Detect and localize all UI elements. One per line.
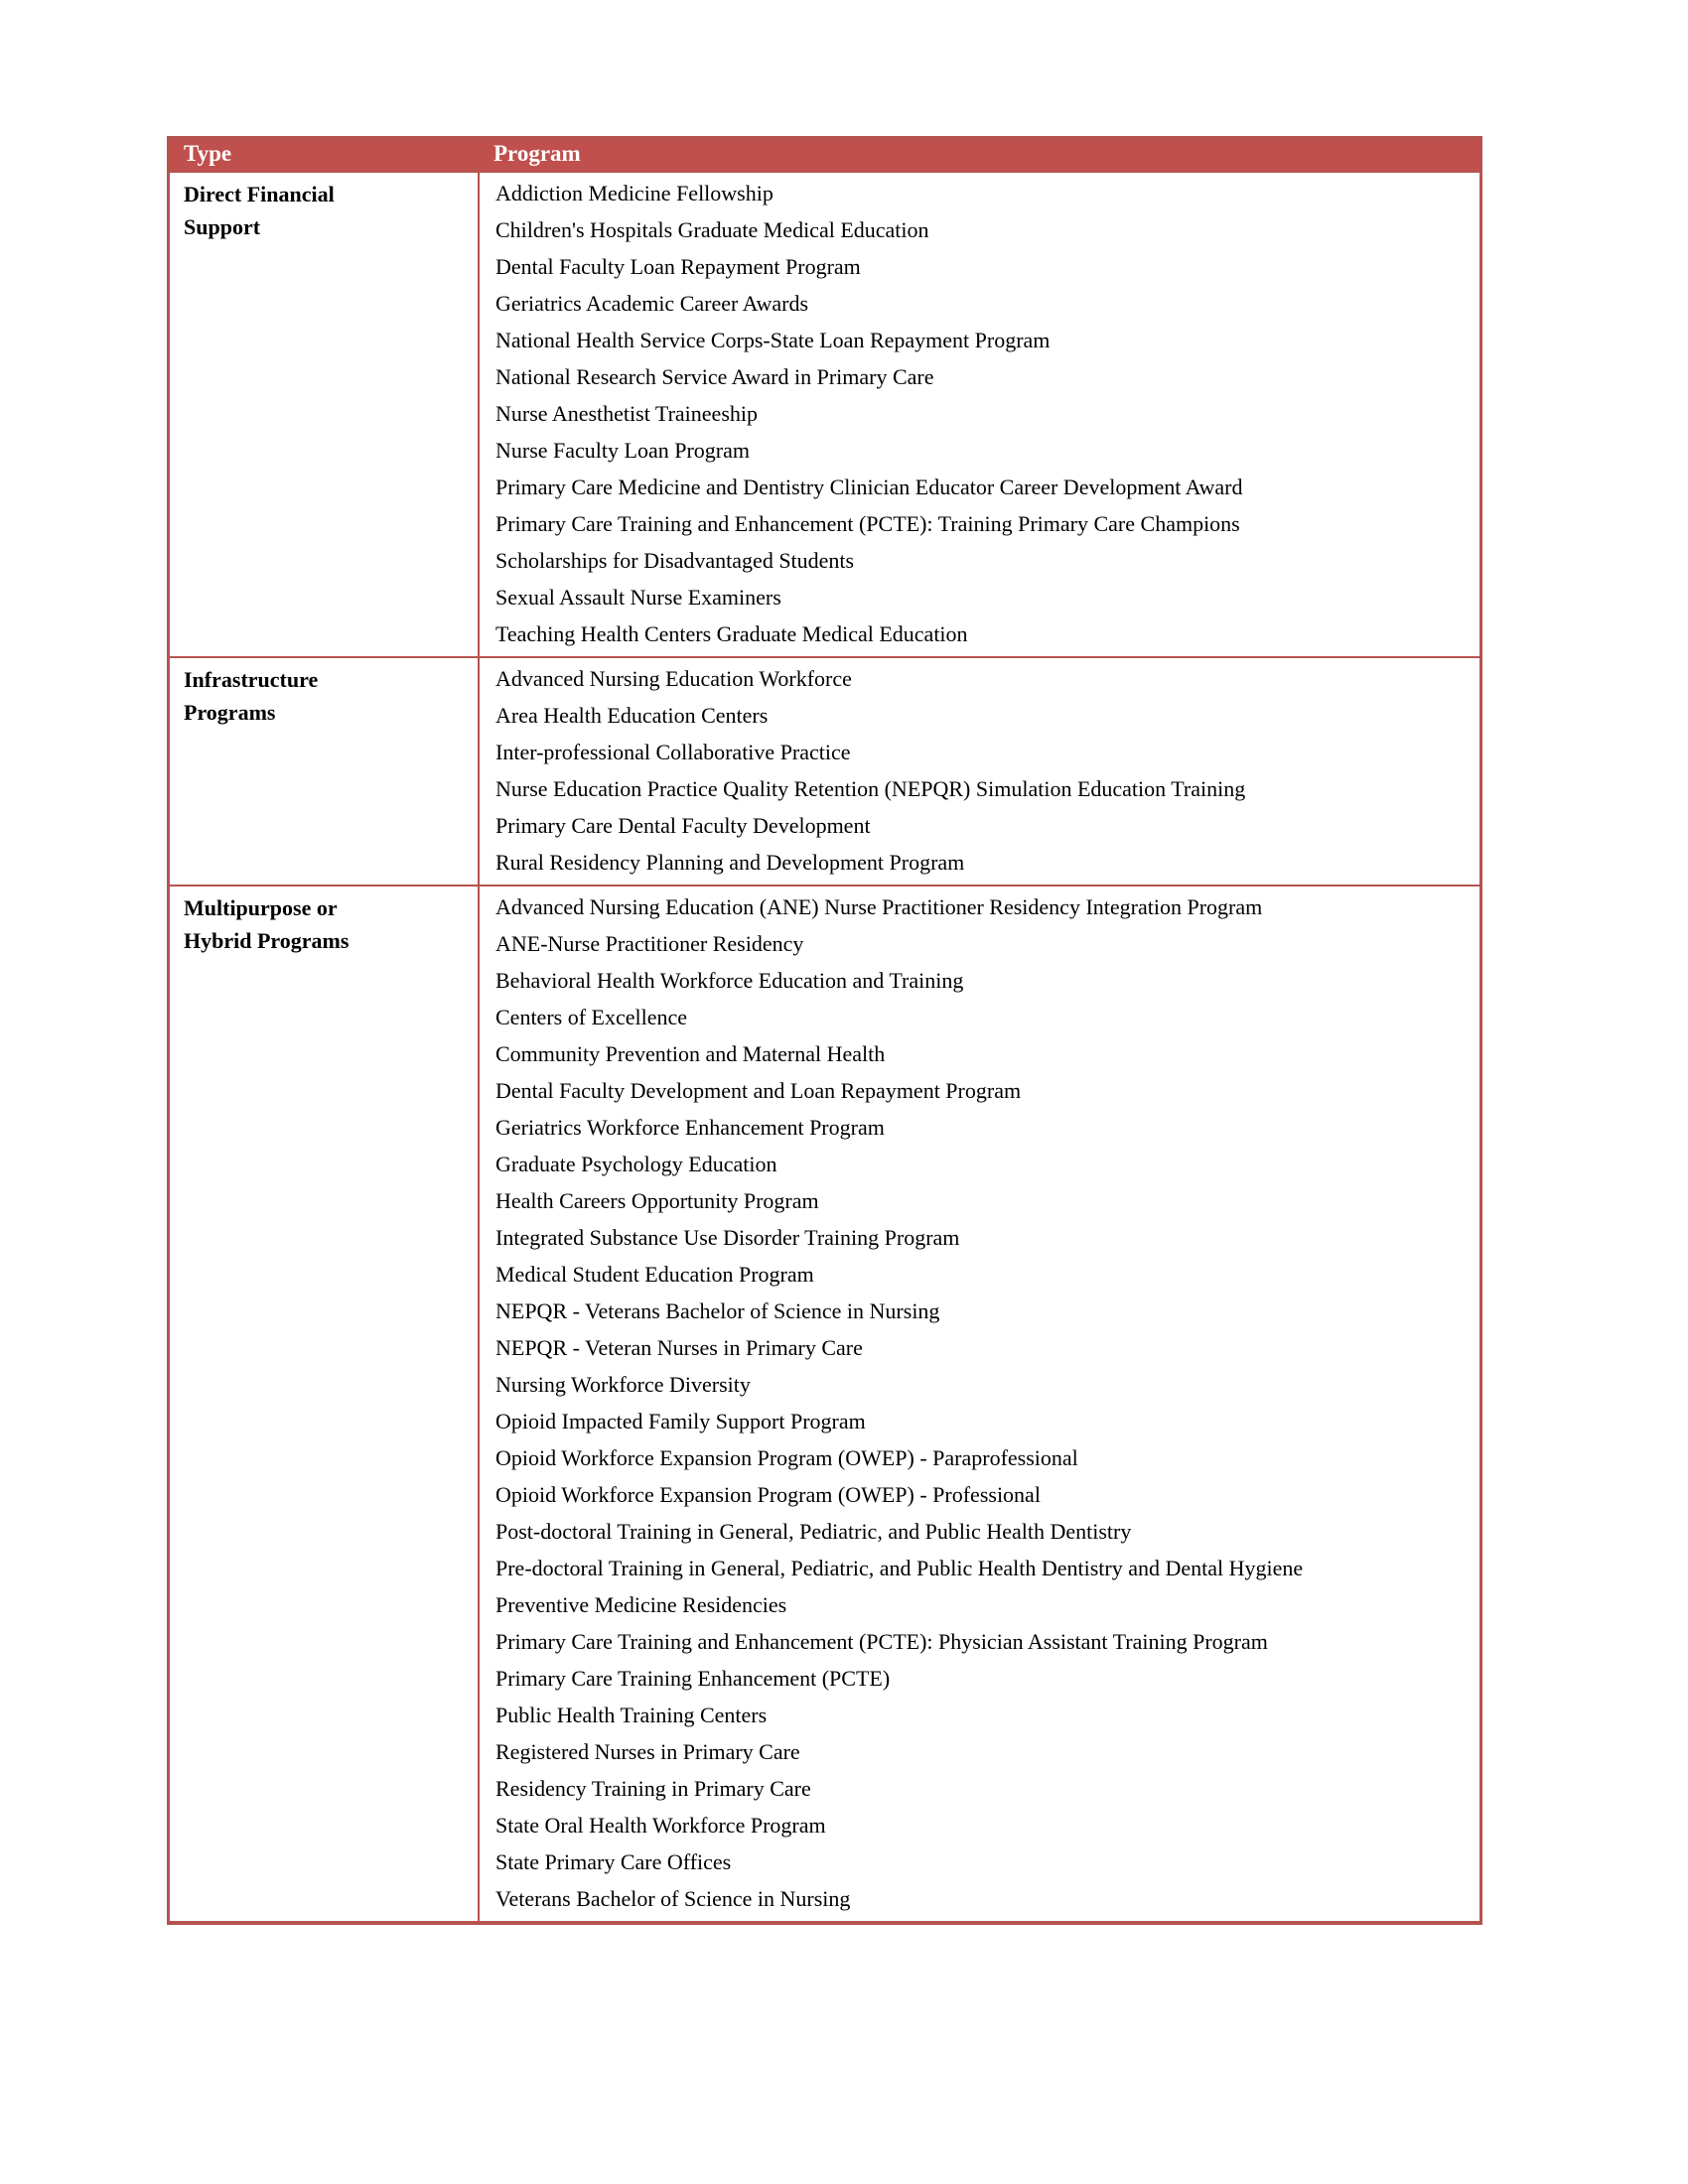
program-name: Teaching Health Centers Graduate Medical Education [495, 621, 968, 646]
program-name: NEPQR - Veteran Nurses in Primary Care [495, 1335, 863, 1360]
program-name: Nurse Education Practice Quality Retention (NEPQR) Simulation Education Training [495, 776, 1246, 801]
type-cell [169, 886, 480, 1923]
program-name: Health Careers Opportunity Program [495, 1188, 819, 1213]
program-name: Scholarships for Disadvantaged Students [495, 548, 855, 573]
program-name: Primary Care Training and Enhancement (PCTE): Physician Assistant Training Program [495, 1629, 1268, 1654]
program-cell [479, 172, 1481, 657]
header-row [169, 138, 1481, 173]
program-name: Graduate Psychology Education [495, 1152, 777, 1176]
program-name: Children's Hospitals Graduate Medical Education [495, 217, 929, 242]
program-name: Public Health Training Centers [495, 1703, 768, 1727]
column-header-program: Program [479, 138, 1481, 173]
program-name: Medical Student Education Program [495, 1262, 814, 1287]
program-name: Post-doctoral Training in General, Pediatric, and Public Health Dentistry [495, 1519, 1132, 1544]
program-name: Nurse Faculty Loan Program [495, 438, 750, 463]
program-name: Dental Faculty Development and Loan Repayment Program [495, 1078, 1022, 1103]
program-name: Nursing Workforce Diversity [495, 1372, 751, 1397]
program-name: National Health Service Corps-State Loan Repayment Program [495, 328, 1051, 352]
program-name: Advanced Nursing Education Workforce [495, 666, 852, 691]
table-header [169, 138, 1481, 173]
program-name: State Primary Care Offices [495, 1849, 732, 1874]
table-row [169, 886, 1481, 1923]
program-name: Primary Care Training and Enhancement (PCTE): Training Primary Care Champions [495, 511, 1240, 536]
programs-table [167, 136, 1482, 1925]
type-label: Infrastructure Programs [184, 667, 319, 725]
program-name: Primary Care Training Enhancement (PCTE) [495, 1666, 891, 1691]
program-name: Preventive Medicine Residencies [495, 1592, 787, 1617]
program-name: Sexual Assault Nurse Examiners [495, 585, 781, 610]
program-name: Nurse Anesthetist Traineeship [495, 401, 758, 426]
program-name: Rural Residency Planning and Development Program [495, 850, 965, 875]
program-name: Dental Faculty Loan Repayment Program [495, 254, 861, 279]
program-name: Advanced Nursing Education (ANE) Nurse Practitioner Residency Integration Program [495, 894, 1263, 919]
program-name: Registered Nurses in Primary Care [495, 1739, 800, 1764]
program-name: National Research Service Award in Primary Care [495, 364, 934, 389]
program-name: Primary Care Medicine and Dentistry Clinician Educator Career Development Award [495, 475, 1243, 499]
program-name: Integrated Substance Use Disorder Training Program [495, 1225, 960, 1250]
program-name: NEPQR - Veterans Bachelor of Science in Nursing [495, 1298, 940, 1323]
type-label: Direct Financial Support [184, 182, 335, 239]
program-name: Veterans Bachelor of Science in Nursing [495, 1886, 851, 1911]
type-label: Multipurpose or Hybrid Programs [184, 895, 350, 953]
program-name: Centers of Excellence [495, 1005, 688, 1029]
program-name: Residency Training in Primary Care [495, 1776, 811, 1801]
program-name: Community Prevention and Maternal Health [495, 1041, 886, 1066]
program-name: Area Health Education Centers [495, 703, 769, 728]
type-cell [169, 657, 480, 886]
program-name: ANE-Nurse Practitioner Residency [495, 931, 804, 956]
type-cell [169, 172, 480, 657]
program-name: Inter-professional Collaborative Practice [495, 740, 851, 764]
table-body [169, 172, 1481, 1923]
column-header-type: Type [169, 138, 480, 173]
table-row [169, 172, 1481, 657]
program-name: Opioid Impacted Family Support Program [495, 1409, 866, 1433]
program-name: Addiction Medicine Fellowship [495, 181, 774, 205]
program-name: Opioid Workforce Expansion Program (OWEP) - Paraprofessional [495, 1445, 1078, 1470]
program-name: Geriatrics Workforce Enhancement Program [495, 1115, 885, 1140]
program-cell [479, 886, 1481, 1923]
program-name: State Oral Health Workforce Program [495, 1813, 826, 1838]
program-name: Geriatrics Academic Career Awards [495, 291, 809, 316]
table-row [169, 657, 1481, 886]
program-cell [479, 657, 1481, 886]
program-name: Opioid Workforce Expansion Program (OWEP) - Professional [495, 1482, 1041, 1507]
program-name: Primary Care Dental Faculty Development [495, 813, 871, 838]
program-name: Behavioral Health Workforce Education and Training [495, 968, 964, 993]
program-name: Pre-doctoral Training in General, Pediatric, and Public Health Dentistry and Dental Hygiene [495, 1556, 1304, 1580]
